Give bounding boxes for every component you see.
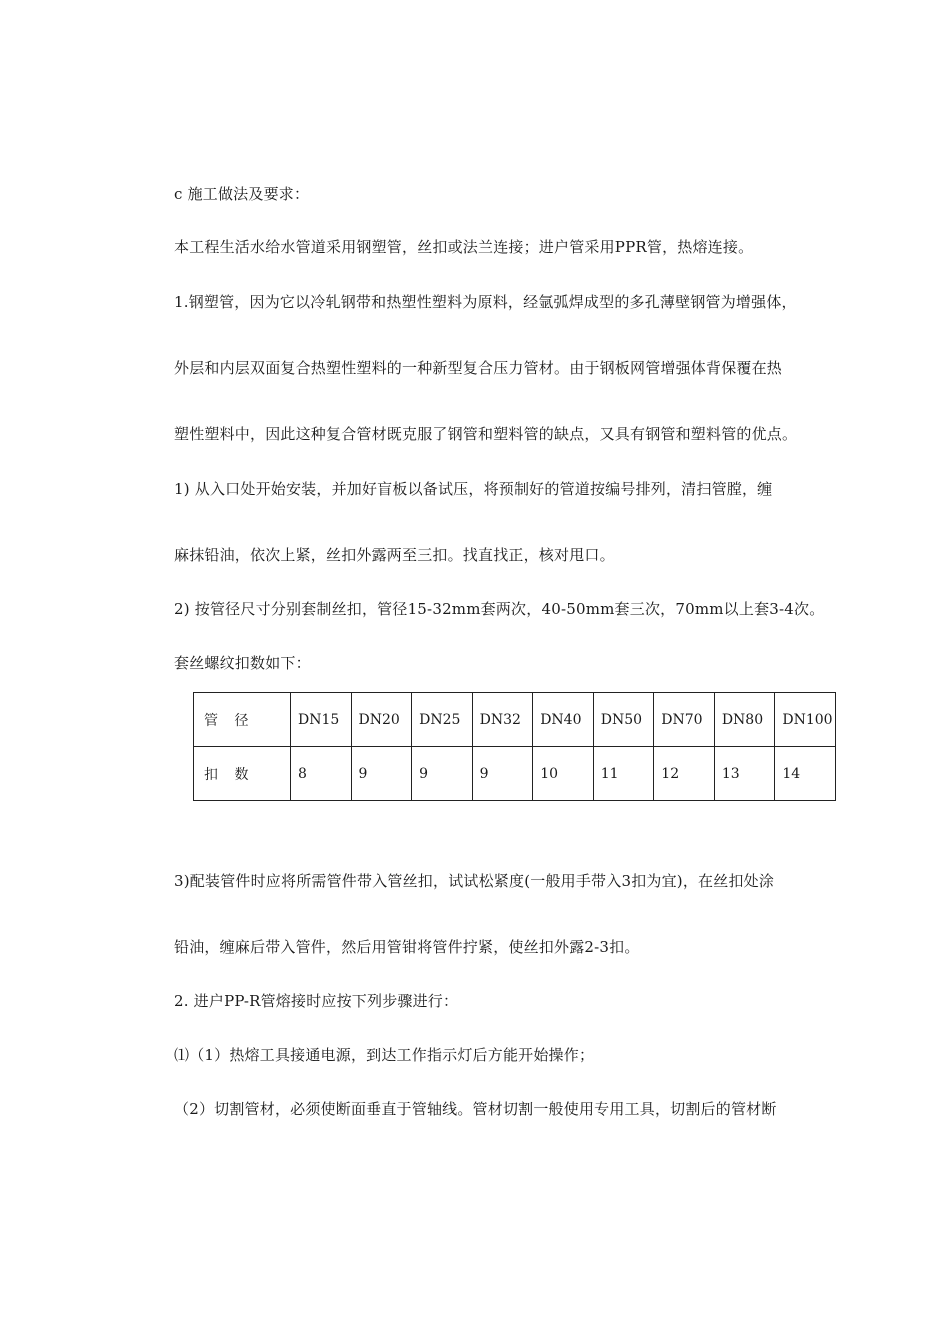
table-cell: DN25	[412, 693, 473, 747]
table-cell: 9	[472, 747, 533, 801]
table-cell: DN70	[654, 693, 715, 747]
row-label-diameter: 管 径	[194, 693, 291, 747]
table-row-diameter	[194, 693, 836, 747]
paragraph-line: （2）切割管材，必须使断面垂直于管轴线。管材切割一般使用专用工具，切割后的管材断	[174, 1100, 777, 1118]
section-heading: c 施工做法及要求：	[174, 185, 310, 203]
paragraph-line: 1.钢塑管，因为它以冷轧钢带和热塑性塑料为原料，经氩弧焊成型的多孔薄壁钢管为增强体，	[174, 293, 797, 311]
paragraph-line: 本工程生活水给水管道采用钢塑管，丝扣或法兰连接；进户管采用PPR管，热熔连接。	[174, 238, 754, 256]
table-cell: 8	[291, 747, 352, 801]
table-cell: DN80	[714, 693, 775, 747]
paragraph-line: 1) 从入口处开始安装，并加好盲板以备试压，将预制好的管道按编号排列，清扫管膛，缠	[174, 480, 773, 498]
table-cell: 13	[714, 747, 775, 801]
paragraph-line: 3)配装管件时应将所需管件带入管丝扣，试试松紧度(一般用手带入3扣为宜)，在丝扣处涂	[174, 872, 775, 890]
thread-count-table	[193, 692, 836, 801]
table-cell: 9	[412, 747, 473, 801]
table-cell: DN20	[351, 693, 412, 747]
table-cell: 11	[593, 747, 654, 801]
table-cell: 10	[533, 747, 594, 801]
table-cell: 14	[775, 747, 836, 801]
paragraph-line: 2. 进户PP-R管熔接时应按下列步骤进行：	[174, 992, 459, 1010]
paragraph-line: 外层和内层双面复合热塑性塑料的一种新型复合压力管材。由于钢板网管增强体背保覆在热	[174, 359, 783, 377]
table-cell: 12	[654, 747, 715, 801]
paragraph-line: 麻抹铅油，依次上紧，丝扣外露两至三扣。找直找正，核对甩口。	[174, 546, 615, 564]
table-row-thread-count	[194, 747, 836, 801]
table-cell: DN100	[775, 693, 836, 747]
paragraph-line: ⑴（1）热熔工具接通电源，到达工作指示灯后方能开始操作；	[174, 1046, 595, 1064]
table-caption: 套丝螺纹扣数如下：	[174, 654, 311, 672]
table-cell: DN50	[593, 693, 654, 747]
row-label-thread-count: 扣 数	[194, 747, 291, 801]
table-cell: DN32	[472, 693, 533, 747]
paragraph-line: 塑性塑料中，因此这种复合管材既克服了钢管和塑料管的缺点，又具有钢管和塑料管的优点。	[174, 425, 798, 443]
table-cell: 9	[351, 747, 412, 801]
table-cell: DN15	[291, 693, 352, 747]
paragraph-line: 2) 按管径尺寸分别套制丝扣，管径15-32mm套两次，40-50mm套三次，70mm以上套3-4次。	[174, 600, 825, 618]
paragraph-line: 铅油，缠麻后带入管件，然后用管钳将管件拧紧，使丝扣外露2-3扣。	[174, 938, 640, 956]
table-cell: DN40	[533, 693, 594, 747]
